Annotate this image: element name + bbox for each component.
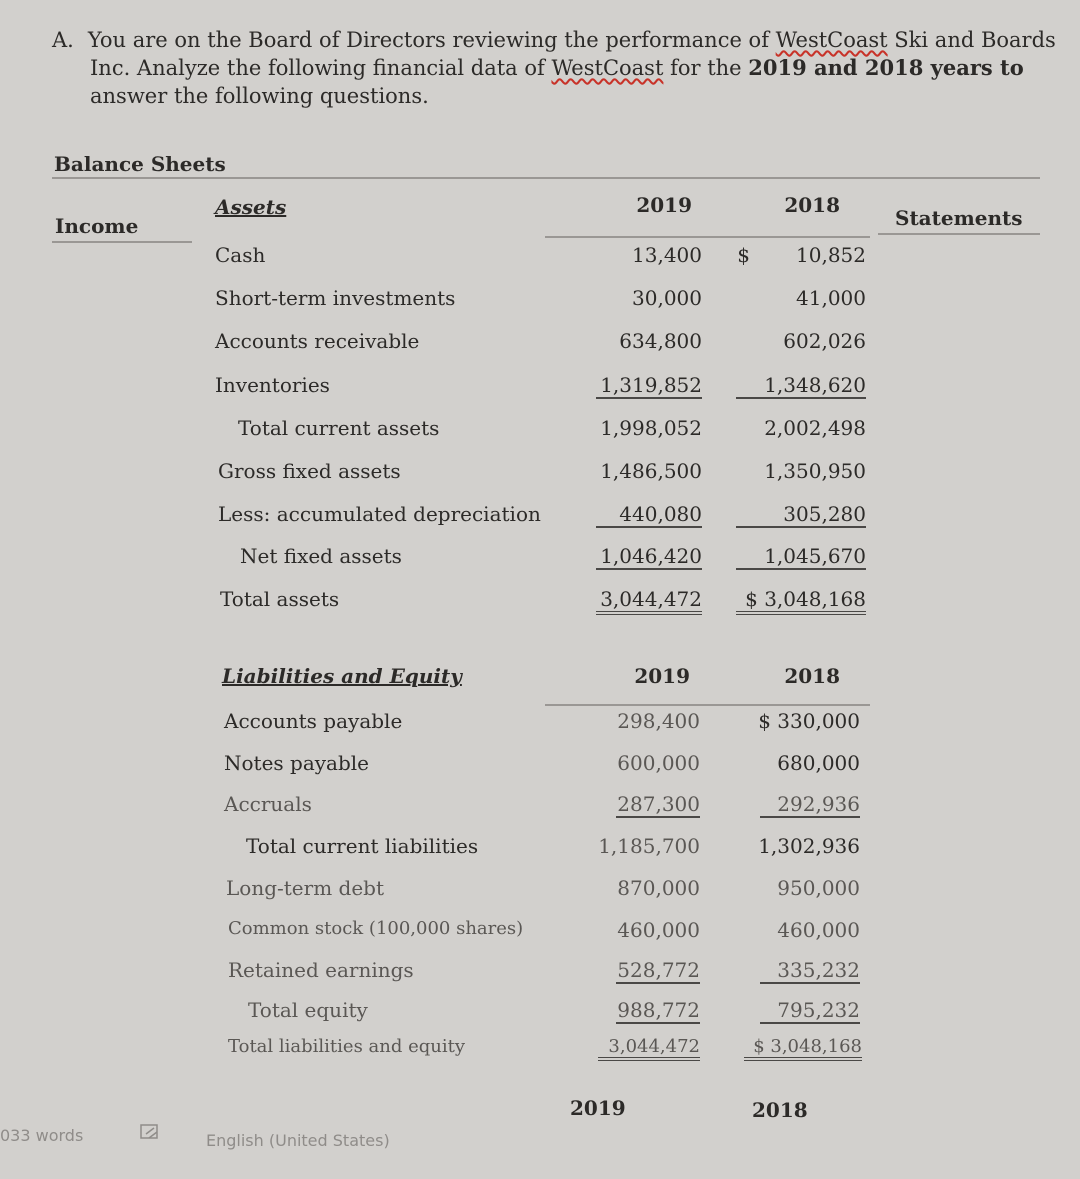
- table-row-label: Total current liabilities: [246, 834, 479, 858]
- table-row-label: Notes payable: [224, 751, 370, 775]
- table-cell-2018: 305,280: [736, 502, 866, 528]
- liabilities-header: Liabilities and Equity: [222, 664, 462, 688]
- balance-sheets-heading: Balance Sheets: [54, 152, 226, 176]
- table-row-label: Cash: [215, 243, 266, 267]
- table-cell-2019: 287,300: [617, 792, 700, 816]
- table-cell-2019: 634,800: [619, 329, 702, 353]
- table-cell-2018: $ 330,000: [758, 709, 860, 733]
- table-row-label: Accounts payable: [224, 709, 403, 733]
- table-cell-2019: 1,046,420: [596, 544, 702, 570]
- table-cell-2018: 1,045,670: [736, 544, 866, 570]
- table-cell-2019: 600,000: [617, 751, 700, 775]
- liabilities-col-2018: 2018: [784, 664, 840, 688]
- table-cell-2019: 13,400: [632, 243, 702, 267]
- table-cell-2019: 870,000: [617, 876, 700, 900]
- table-row-label: Net fixed assets: [240, 544, 402, 568]
- word-count[interactable]: 033 words: [0, 1126, 84, 1145]
- table-cell-2018: 950,000: [777, 876, 860, 900]
- table-row-label: Total current assets: [238, 416, 440, 440]
- table-cell-2019: 440,080: [596, 502, 702, 528]
- table-cell-2018: 1,348,620: [736, 373, 866, 399]
- table-cell-2018: 2,002,498: [764, 416, 866, 440]
- table-row-label: Retained earnings: [228, 958, 414, 982]
- table-cell-2019: 3,044,472: [598, 1036, 700, 1061]
- table-cell-2019: 1,998,052: [600, 416, 702, 440]
- language-status[interactable]: English (United States): [206, 1131, 390, 1150]
- statements-heading: Statements: [895, 206, 1023, 230]
- table-row-label: Accounts receivable: [215, 329, 420, 353]
- footer-year-2019: 2019: [570, 1096, 626, 1120]
- table-row-label: Total liabilities and equity: [228, 1036, 466, 1057]
- liabilities-header-rule: [545, 704, 870, 706]
- currency-symbol: $: [737, 243, 750, 267]
- table-row-label: Short-term investments: [215, 286, 456, 310]
- table-row-label: Total equity: [248, 998, 368, 1022]
- table-row-label: Common stock (100,000 shares): [228, 918, 524, 939]
- table-cell-2019: 460,000: [617, 918, 700, 942]
- proofing-icon[interactable]: [140, 1124, 162, 1142]
- liabilities-col-2019: 2019: [634, 664, 690, 688]
- table-cell-2018: 602,026: [783, 329, 866, 353]
- table-cell-2018: 795,232: [760, 998, 860, 1024]
- table-cell-2018: 1,350,950: [764, 459, 866, 483]
- statements-rule: [878, 233, 1040, 235]
- table-cell-2018: $ 3,048,168: [736, 587, 866, 615]
- table-row-label: Total assets: [220, 587, 340, 611]
- table-row-label: Long-term debt: [226, 876, 384, 900]
- assets-header-rule: [545, 236, 870, 238]
- table-cell-2019: 3,044,472: [596, 587, 702, 615]
- table-row-label: Gross fixed assets: [218, 459, 401, 483]
- table-cell-2018: 335,232: [760, 958, 860, 984]
- table-cell-2018: 10,852: [796, 243, 866, 267]
- heading-rule: [52, 177, 1040, 179]
- question-letter: A.: [52, 28, 74, 52]
- assets-col-2018: 2018: [784, 193, 840, 217]
- table-row-label: Inventories: [215, 373, 330, 397]
- table-cell-2019: 988,772: [617, 998, 700, 1022]
- table-cell-2018: 292,936: [760, 792, 860, 818]
- table-cell-2018: $ 3,048,168: [744, 1036, 862, 1061]
- table-cell-2019: 528,772: [617, 958, 700, 982]
- table-cell-2018: 41,000: [796, 286, 866, 310]
- table-cell-2019: 1,486,500: [600, 459, 702, 483]
- table-cell-2019: 298,400: [617, 709, 700, 733]
- table-cell-2018: 1,302,936: [758, 834, 860, 858]
- income-heading: Income: [55, 214, 139, 238]
- assets-header: Assets: [215, 195, 287, 219]
- table-cell-2019: 1,319,852: [596, 373, 702, 399]
- company-name: WestCoast: [551, 56, 664, 80]
- company-name: WestCoast: [775, 28, 888, 52]
- table-row-label: Less: accumulated depreciation: [218, 502, 541, 526]
- footer-year-2018: 2018: [752, 1098, 808, 1122]
- table-cell-2019: 30,000: [632, 286, 702, 310]
- table-cell-2018: 680,000: [777, 751, 860, 775]
- table-row-label: Accruals: [224, 792, 312, 816]
- income-rule: [52, 241, 192, 243]
- intro-paragraph: A. You are on the Board of Directors reviewing the performance of WestCoast Ski and Boards Inc. Analyze the following financial data of WestCoast for the 2019 and 2018 years to answer the following questions.: [52, 28, 1056, 108]
- table-cell-2019: 1,185,700: [598, 834, 700, 858]
- assets-col-2019: 2019: [636, 193, 692, 217]
- table-cell-2018: 460,000: [777, 918, 860, 942]
